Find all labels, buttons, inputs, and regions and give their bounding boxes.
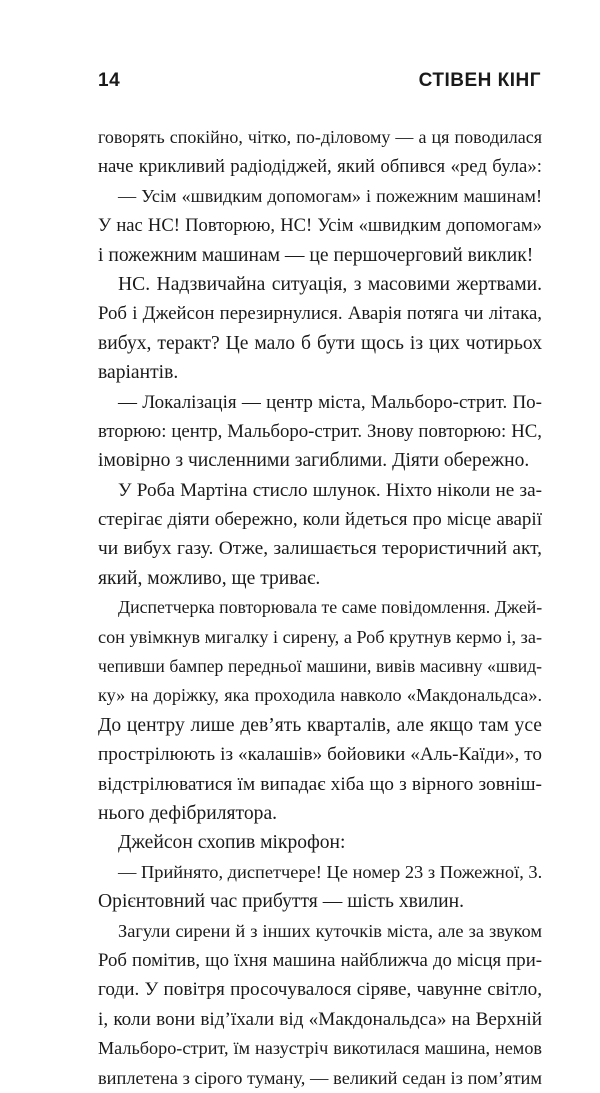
text-line: сон увімкнув мигалку і сирену, а Роб крутнув кермо і, за-	[98, 626, 542, 647]
text-line: вторюю: центр, Мальборо-стрит. Знову повторюю: НС,	[98, 420, 542, 442]
text-line: Роб помітив, що їхня машина найближча до місця при-	[98, 949, 542, 971]
text-line: який, можливо, ще триває.	[98, 567, 321, 589]
text-line: варіантів.	[98, 362, 179, 384]
page-number: 14	[98, 70, 121, 91]
text-line: НС. Надзвичайна ситуація, з масовими жертвами.	[118, 273, 542, 295]
text-line: чепивши бампер передньої машини, вивів масивну «швид-	[98, 656, 542, 677]
text-line: імовірно з численними загиблими. Діяти обережно.	[98, 450, 530, 472]
text-line: ку» на доріжку, яка проходила навколо «Макдональдса».	[98, 685, 542, 706]
text-line: говорять спокійно, чітко, по-діловому — а ця поводилася	[98, 127, 542, 147]
text-line: вибух, теракт? Це мало б бути щось із цих чотирьох	[98, 332, 542, 354]
text-line: і пожежним машинам — це першочерговий виклик!	[98, 244, 534, 266]
text-line: — Усім «швидким допомогам» і пожежним машинам!	[118, 185, 542, 206]
text-line: Орієнтовний час прибуття — шість хвилин.	[98, 891, 465, 913]
text-line: Роб і Джейсон перезирнулися. Аварія потяга чи літака,	[98, 303, 542, 325]
text-line: — Локалізація — центр міста, Мальборо-стрит. По-	[118, 391, 542, 413]
text-line: годи. У повітря просочувалося сіряве, чавунне світло,	[98, 979, 542, 1001]
text-line: відстрілюватися їм випадає хіба що з вірного зовніш-	[98, 773, 542, 795]
text-line: Диспетчерка повторювала те саме повідомлення. Джей-	[118, 597, 543, 618]
text-line: У Роба Мартіна стисло шлунок. Ніхто ніколи не за-	[118, 479, 542, 501]
text-line: Загули сирени й з інших куточків міста, але за звуком	[118, 920, 542, 941]
text-line: прострілюють із «калашів» бойовики «Аль-Каїди», то	[98, 744, 542, 766]
text-line: нього дефібрилятора.	[98, 802, 278, 824]
text-line: і, коли вони від’їхали від «Макдональдса» на Верхній	[98, 1008, 542, 1030]
running-head	[98, 70, 541, 92]
text-line: Мальборо-стрит, їм назустріч викотилася машина, немов	[98, 1038, 542, 1059]
text-line: виплетена з сірого туману, — великий седан із пом’ятим	[98, 1067, 542, 1088]
body-text	[98, 123, 542, 1093]
book-author: СТІВЕН КІНГ	[418, 70, 541, 91]
text-line: стерігає діяти обережно, коли йдеться про місце аварії	[98, 509, 542, 531]
text-line: чи вибух газу. Отже, залишається терористичний акт,	[98, 538, 542, 560]
text-line: У нас НС! Повторюю, НС! Усім «швидким допомогам»	[98, 215, 542, 237]
text-line: — Прийнято, диспетчере! Це номер 23 з Пожежної, 3.	[118, 861, 543, 882]
text-line: До центру лише дев’ять кварталів, але якщо там усе	[98, 714, 542, 736]
text-line: наче крикливий радіодіджей, який обпився «ред була»:	[98, 156, 542, 178]
text-line: Джейсон схопив мікрофон:	[118, 832, 346, 854]
